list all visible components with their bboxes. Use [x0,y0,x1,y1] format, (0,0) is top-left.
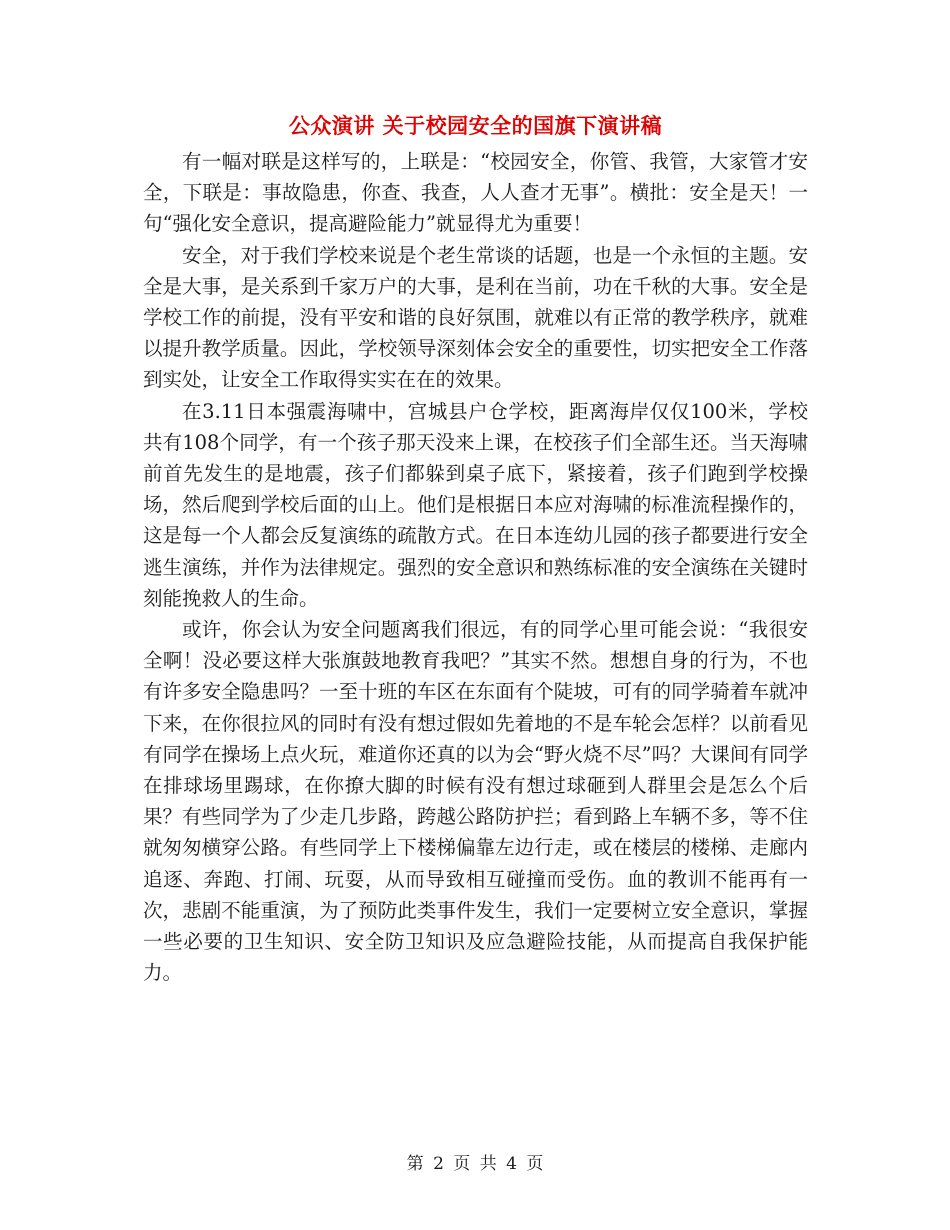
paragraph-safety-importance: 安全，对于我们学校来说是个老生常谈的话题，也是一个永恒的主题。安全是大事，是关系到千家万户的大事，是利在当前，功在千秋的大事。安全是学校工作的前提，没有平安和谐的良好氛围，就难以有正常的教学秩序，就难以提升教学质量。因此，学校领导深刻体会安全的重要性，切实把安全工作落到实处，让安全工作取得实实在在的效果。 [143,243,808,392]
page-title: 公众演讲 关于校园安全的国旗下演讲稿 [288,114,663,138]
document-body [143,146,808,988]
paragraph-japan-tsunami: 在3.11日本强震海啸中，宫城县户仓学校，距离海岸仅仅100米，学校共有108个同学，有一个孩子那天没来上课，在校孩子们全部生还。当天海啸前首先发生的是地震，孩子们都躲到桌子底下，紧接着，孩子们跑到学校操场，然后爬到学校后面的山上。他们是根据日本应对海啸的标准流程操作的，这是每一个人都会反复演练的疏散方式。在日本连幼儿园的孩子都要进行安全逃生演练，并作为法律规定。强烈的安全意识和熟练标准的安全演练在关键时刻能挽救人的生命。 [143,399,808,610]
paragraph-student-hazards: 或许，你会认为安全问题离我们很远，有的同学心里可能会说：“我很安全啊！没必要这样大张旗鼓地教育我吧？”其实不然。想想自身的行为，不也有许多安全隐患吗？一至十班的车区在东面有个陡坡，可有的同学骑着车就冲下来，在你很拉风的同时有没有想过假如先着地的不是车轮会怎样？以前看见有同学在操场上点火玩，难道你还真的以为会“野火烧不尽”吗？大课间有同学在排球场里踢球，在你撩大脚的时候有没有想过球砸到人群里会是怎么个后果？有些同学为了少走几步路，跨越公路防护拦；看到路上车辆不多，等不住就匆匆横穿公路。有些同学上下楼梯偏靠左边行走，或在楼层的楼梯、走廊内追逐、奔跑、打闹、玩耍，从而导致相互碰撞而受伤。血的教训不能再有一次，悲剧不能重演，为了预防此类事件发生，我们一定要树立安全意识，掌握一些必要的卫生知识、安全防卫知识及应急避险技能，从而提高自我保护能力。 [143,618,808,985]
paragraph-couplet: 有一幅对联是这样写的，上联是：“校园安全，你管、我管，大家管才安全，下联是：事故隐患，你查、我查，人人查才无事”。横批：安全是天！一句“强化安全意识，提高避险能力”就显得尤为重要！ [143,150,808,236]
page-footer: 第 2 页 共 4 页 [406,1154,544,1174]
